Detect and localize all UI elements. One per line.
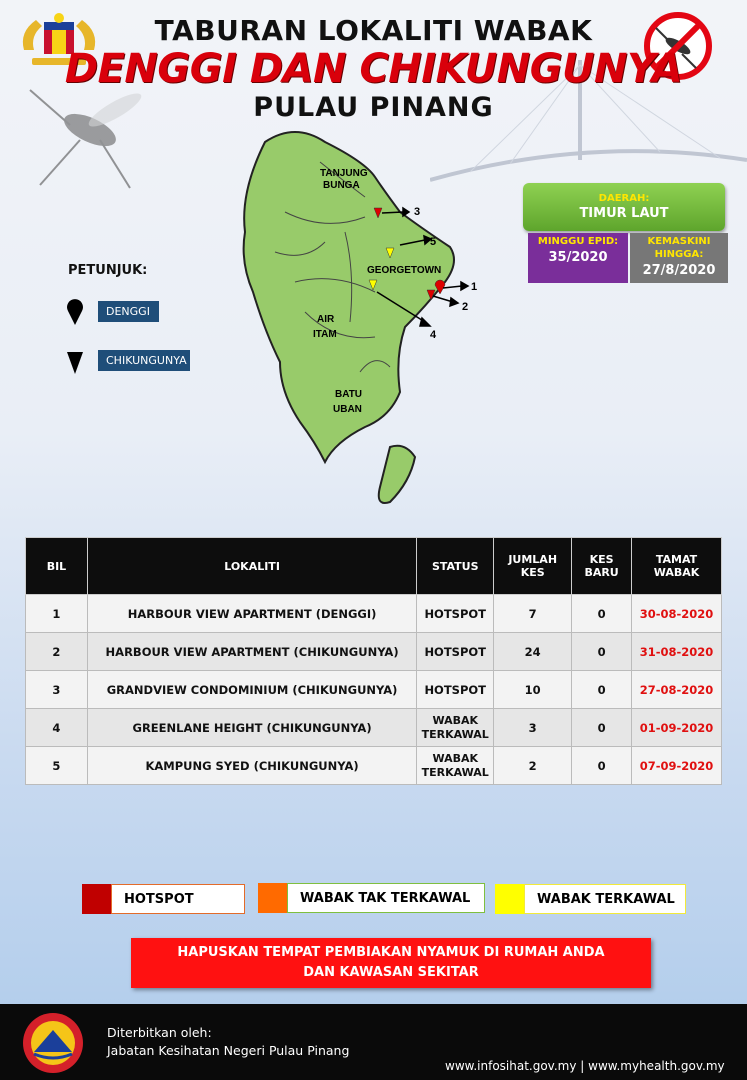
cell-baru: 0	[572, 671, 632, 709]
legend-denggi-label: DENGGI	[98, 301, 159, 322]
callout-2: 2	[462, 301, 469, 313]
cell-status: WABAK TERKAWAL	[417, 747, 494, 785]
cell-tamat: 31-08-2020	[632, 633, 722, 671]
jkn-logo-icon	[22, 1012, 84, 1074]
cell-status: HOTSPOT	[417, 633, 494, 671]
cell-lokaliti: GRANDVIEW CONDOMINIUM (CHIKUNGUNYA)	[87, 671, 416, 709]
legend-tak-terkawal: WABAK TAK TERKAWAL	[287, 883, 485, 913]
cell-lokaliti: HARBOUR VIEW APARTMENT (CHIKUNGUNYA)	[87, 633, 416, 671]
published-by-label: Diterbitkan oleh:	[107, 1025, 212, 1040]
cell-tamat: 01-09-2020	[632, 709, 722, 747]
cell-jumlah: 2	[494, 747, 572, 785]
daerah-box	[523, 183, 725, 231]
cell-lokaliti: GREENLANE HEIGHT (CHIKUNGUNYA)	[87, 709, 416, 747]
outbreak-table	[25, 537, 722, 785]
cell-tamat: 30-08-2020	[632, 595, 722, 633]
hotspot-swatch	[82, 884, 111, 914]
header-jumlah-kes: JUMLAH KES	[494, 538, 572, 595]
cell-status: HOTSPOT	[417, 671, 494, 709]
callout-3: 3	[414, 206, 421, 218]
label-tanjung: TANJUNG	[320, 168, 368, 179]
daerah-label: DAERAH:	[598, 193, 650, 204]
cell-baru: 0	[572, 595, 632, 633]
kemaskini-box	[630, 233, 728, 283]
minggu-epid-box	[528, 233, 628, 283]
cell-bil: 1	[26, 595, 88, 633]
label-itam: ITAM	[313, 329, 337, 340]
header-bil: BIL	[26, 538, 88, 595]
cell-baru: 0	[572, 747, 632, 785]
tak-terkawal-swatch	[258, 883, 287, 913]
label-georgetown: GEORGETOWN	[367, 265, 442, 276]
denggi-pin-icon	[66, 298, 84, 326]
daerah-value: TIMUR LAUT	[579, 206, 669, 221]
cell-jumlah: 7	[494, 595, 572, 633]
table-row	[26, 671, 722, 709]
cell-bil: 3	[26, 671, 88, 709]
label-air: AIR	[317, 314, 335, 325]
header-tamat-wabak: TAMAT WABAK	[632, 538, 722, 595]
legend-terkawal: WABAK TERKAWAL	[524, 884, 686, 914]
minggu-label: MINGGU EPID:	[537, 236, 619, 247]
callout-1: 1	[471, 281, 478, 293]
title-line-3: PULAU PINANG	[253, 92, 494, 123]
label-bunga: BUNGA	[323, 180, 360, 191]
cell-status: WABAK TERKAWAL	[417, 709, 494, 747]
cell-bil: 5	[26, 747, 88, 785]
cell-baru: 0	[572, 709, 632, 747]
warning-line-2: DAN KAWASAN SEKITAR	[303, 965, 479, 980]
kemaskini-label: KEMASKINI HINGGA:	[647, 236, 711, 260]
jerejak-island-shape	[379, 446, 415, 503]
kemaskini-value: 27/8/2020	[642, 263, 716, 278]
title-line-1: TABURAN LOKALITI WABAK	[154, 14, 593, 47]
legend-hotspot: HOTSPOT	[111, 884, 245, 914]
cell-tamat: 27-08-2020	[632, 671, 722, 709]
header-lokaliti: LOKALITI	[87, 538, 416, 595]
label-uban: UBAN	[333, 404, 362, 415]
cell-jumlah: 3	[494, 709, 572, 747]
cell-tamat: 07-09-2020	[632, 747, 722, 785]
footer-urls[interactable]: www.infosihat.gov.my | www.myhealth.gov.my	[445, 1059, 725, 1073]
callout-5: 5	[430, 236, 437, 248]
callout-4: 4	[430, 329, 437, 341]
cell-lokaliti: HARBOUR VIEW APARTMENT (DENGGI)	[87, 595, 416, 633]
legend-chikungunya-label: CHIKUNGUNYA	[98, 350, 190, 371]
cell-bil: 4	[26, 709, 88, 747]
header-kes-baru: KES BARU	[572, 538, 632, 595]
cell-status: HOTSPOT	[417, 595, 494, 633]
terkawal-swatch	[495, 884, 524, 914]
cell-baru: 0	[572, 633, 632, 671]
warning-line-1: HAPUSKAN TEMPAT PEMBIAKAN NYAMUK DI RUMAH ANDA	[177, 945, 605, 960]
chikungunya-triangle-icon	[66, 350, 84, 376]
minggu-value: 35/2020	[548, 250, 608, 265]
table-row	[26, 709, 722, 747]
cell-bil: 2	[26, 633, 88, 671]
cell-jumlah: 24	[494, 633, 572, 671]
penang-island-map	[225, 122, 505, 522]
table-row	[26, 595, 722, 633]
title-line-2: DENGGI DAN CHIKUNGUNYA	[64, 46, 683, 92]
table-row	[26, 747, 722, 785]
cell-jumlah: 10	[494, 671, 572, 709]
warning-banner	[131, 938, 651, 988]
table-header-row	[26, 538, 722, 595]
label-batu: BATU	[335, 389, 363, 400]
table-row	[26, 633, 722, 671]
cell-lokaliti: KAMPUNG SYED (CHIKUNGUNYA)	[87, 747, 416, 785]
legend-heading: PETUNJUK:	[68, 263, 148, 278]
publisher-name: Jabatan Kesihatan Negeri Pulau Pinang	[107, 1043, 350, 1058]
header-status: STATUS	[417, 538, 494, 595]
